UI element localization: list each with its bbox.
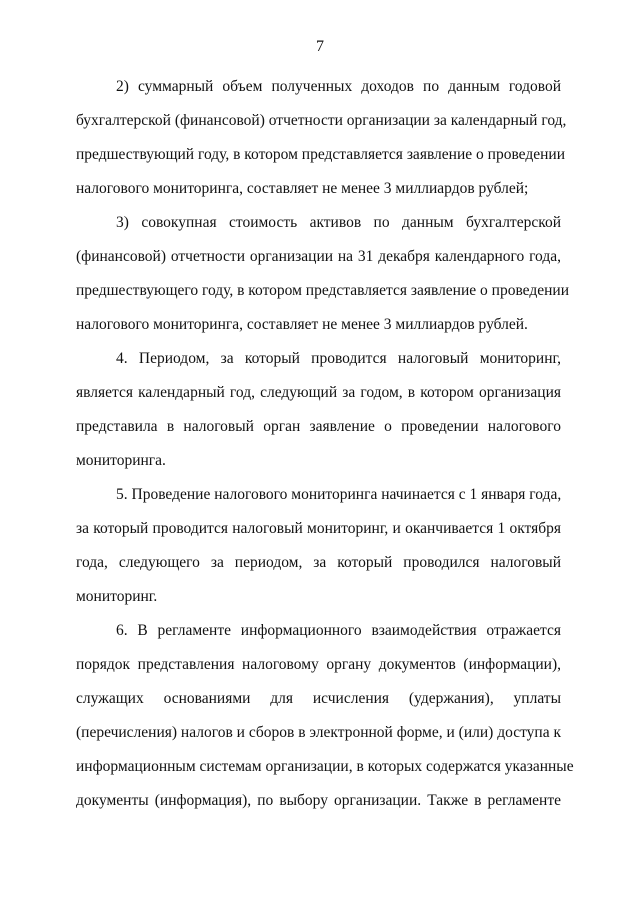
text-line: за который проводится налоговый мониторинг, и оканчивается 1 октября — [76, 520, 561, 537]
paragraph-4 — [76, 342, 561, 478]
text-line: налогового мониторинга, составляет не менее 3 миллиардов рублей. — [76, 316, 528, 333]
text-line: порядок представления налоговому органу документов (информации), — [76, 656, 561, 673]
text-line: налогового мониторинга, составляет не менее 3 миллиардов рублей; — [76, 180, 529, 197]
document-body — [76, 70, 574, 818]
text-line: 5. Проведение налогового мониторинга начинается с 1 января года, — [116, 486, 562, 503]
page-number: 7 — [316, 38, 324, 55]
text-line: 3) совокупная стоимость активов по данным бухгалтерской — [116, 214, 561, 231]
text-line: документы (информация), по выбору организации. Также в регламенте — [76, 792, 561, 809]
text-line: (перечисления) налогов и сборов в электронной форме, и (или) доступа к — [76, 724, 561, 741]
text-line: мониторинга. — [76, 452, 166, 469]
text-line: года, следующего за периодом, за который проводился налоговый — [76, 554, 561, 571]
text-line: (финансовой) отчетности организации на 31 декабря календарного года, — [76, 248, 561, 265]
text-line: предшествующего году, в котором представляется заявление о проведении — [76, 282, 570, 299]
text-line: 6. В регламенте информационного взаимодействия отражается — [116, 622, 561, 639]
text-line: информационным системам организации, в которых содержатся указанные — [76, 758, 574, 775]
text-line: является календарный год, следующий за годом, в котором организация — [76, 384, 561, 401]
text-line: предшествующий году, в котором представляется заявление о проведении — [76, 146, 565, 163]
text-line: бухгалтерской (финансовой) отчетности организации за календарный год, — [76, 112, 567, 129]
paragraph-6 — [76, 614, 574, 818]
text-line: мониторинг. — [76, 588, 158, 605]
text-line: 2) суммарный объем полученных доходов по данным годовой — [116, 78, 561, 95]
paragraph-5 — [76, 478, 561, 614]
text-line: представила в налоговый орган заявление о проведении налогового — [76, 418, 561, 435]
text-line: служащих основаниями для исчисления (удержания), уплаты — [76, 690, 561, 707]
paragraph-3 — [76, 206, 570, 342]
text-line: 4. Периодом, за который проводится налоговый мониторинг, — [116, 350, 561, 367]
paragraph-2 — [76, 70, 567, 206]
